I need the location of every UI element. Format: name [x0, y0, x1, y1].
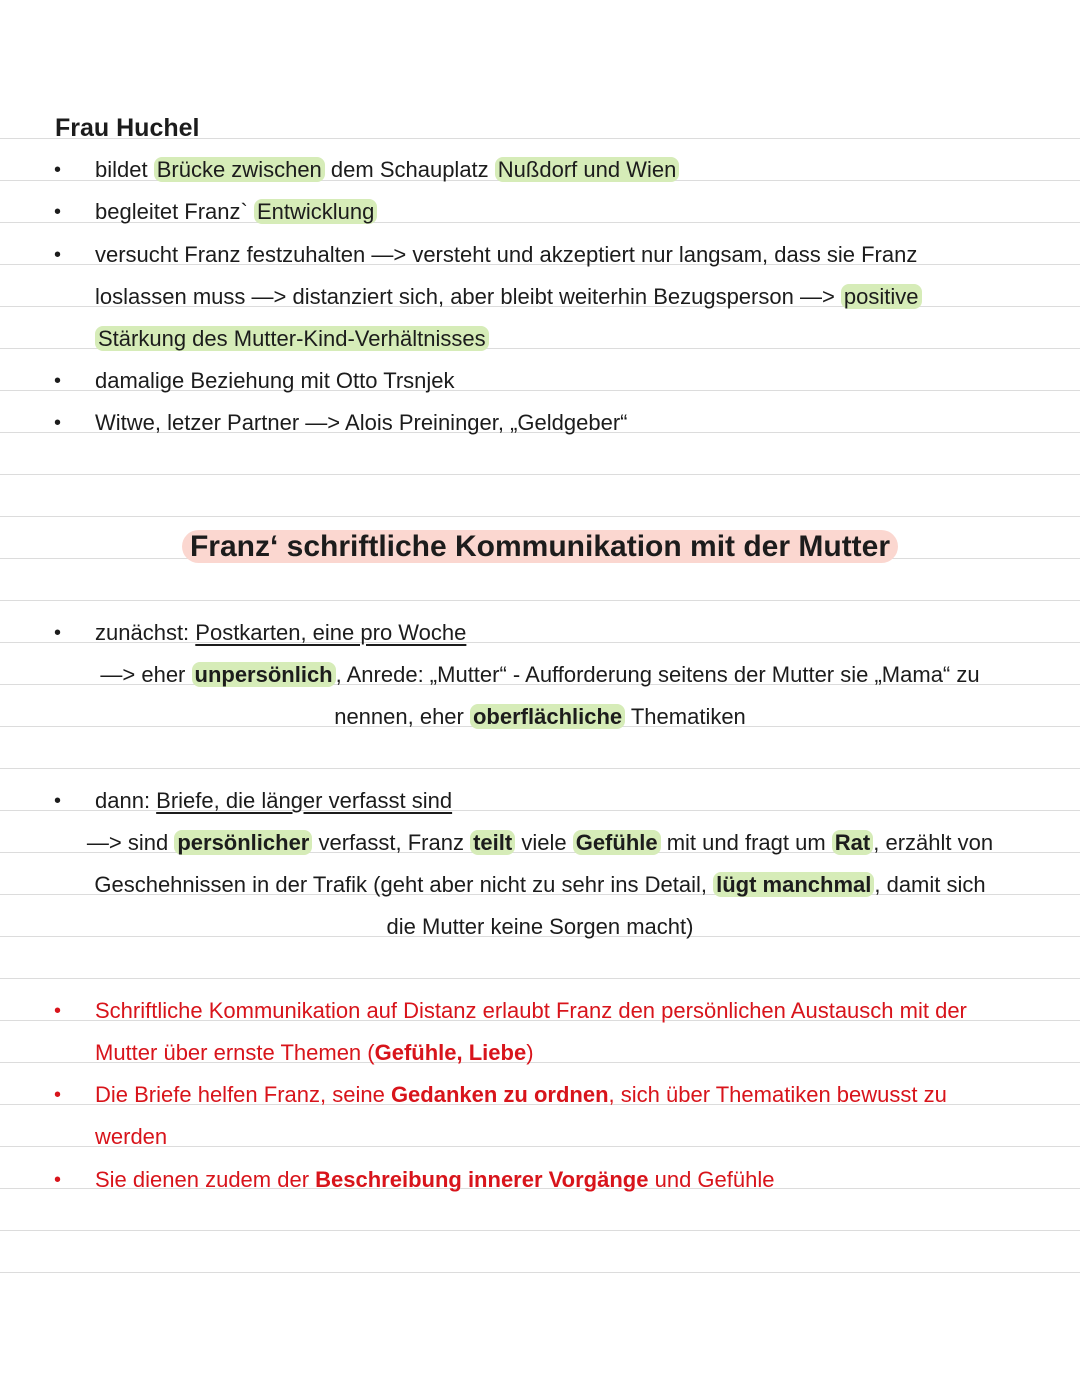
- list-item-continuation: nennen, eher oberflächliche Thematiken: [334, 704, 746, 729]
- list-item-continuation: —> sind persönlicher verfasst, Franz teilt viele Gefühle mit und fragt um Rat , erzählt von: [86, 830, 994, 855]
- page-title: Franz‘ schriftliche Kommunikation mit der Mutter: [0, 527, 1080, 567]
- list-item-continuation: —> eher unpersönlich , Anrede: „Mutter“ - Aufforderung seitens der Mutter sie „Mama“ zu: [100, 662, 980, 687]
- list-item-continuation: Geschehnissen in der Trafik (geht aber nicht zu sehr ins Detail, lügt manchmal , damit sich: [94, 872, 986, 897]
- list-item-continuation: die Mutter keine Sorgen macht): [386, 914, 694, 939]
